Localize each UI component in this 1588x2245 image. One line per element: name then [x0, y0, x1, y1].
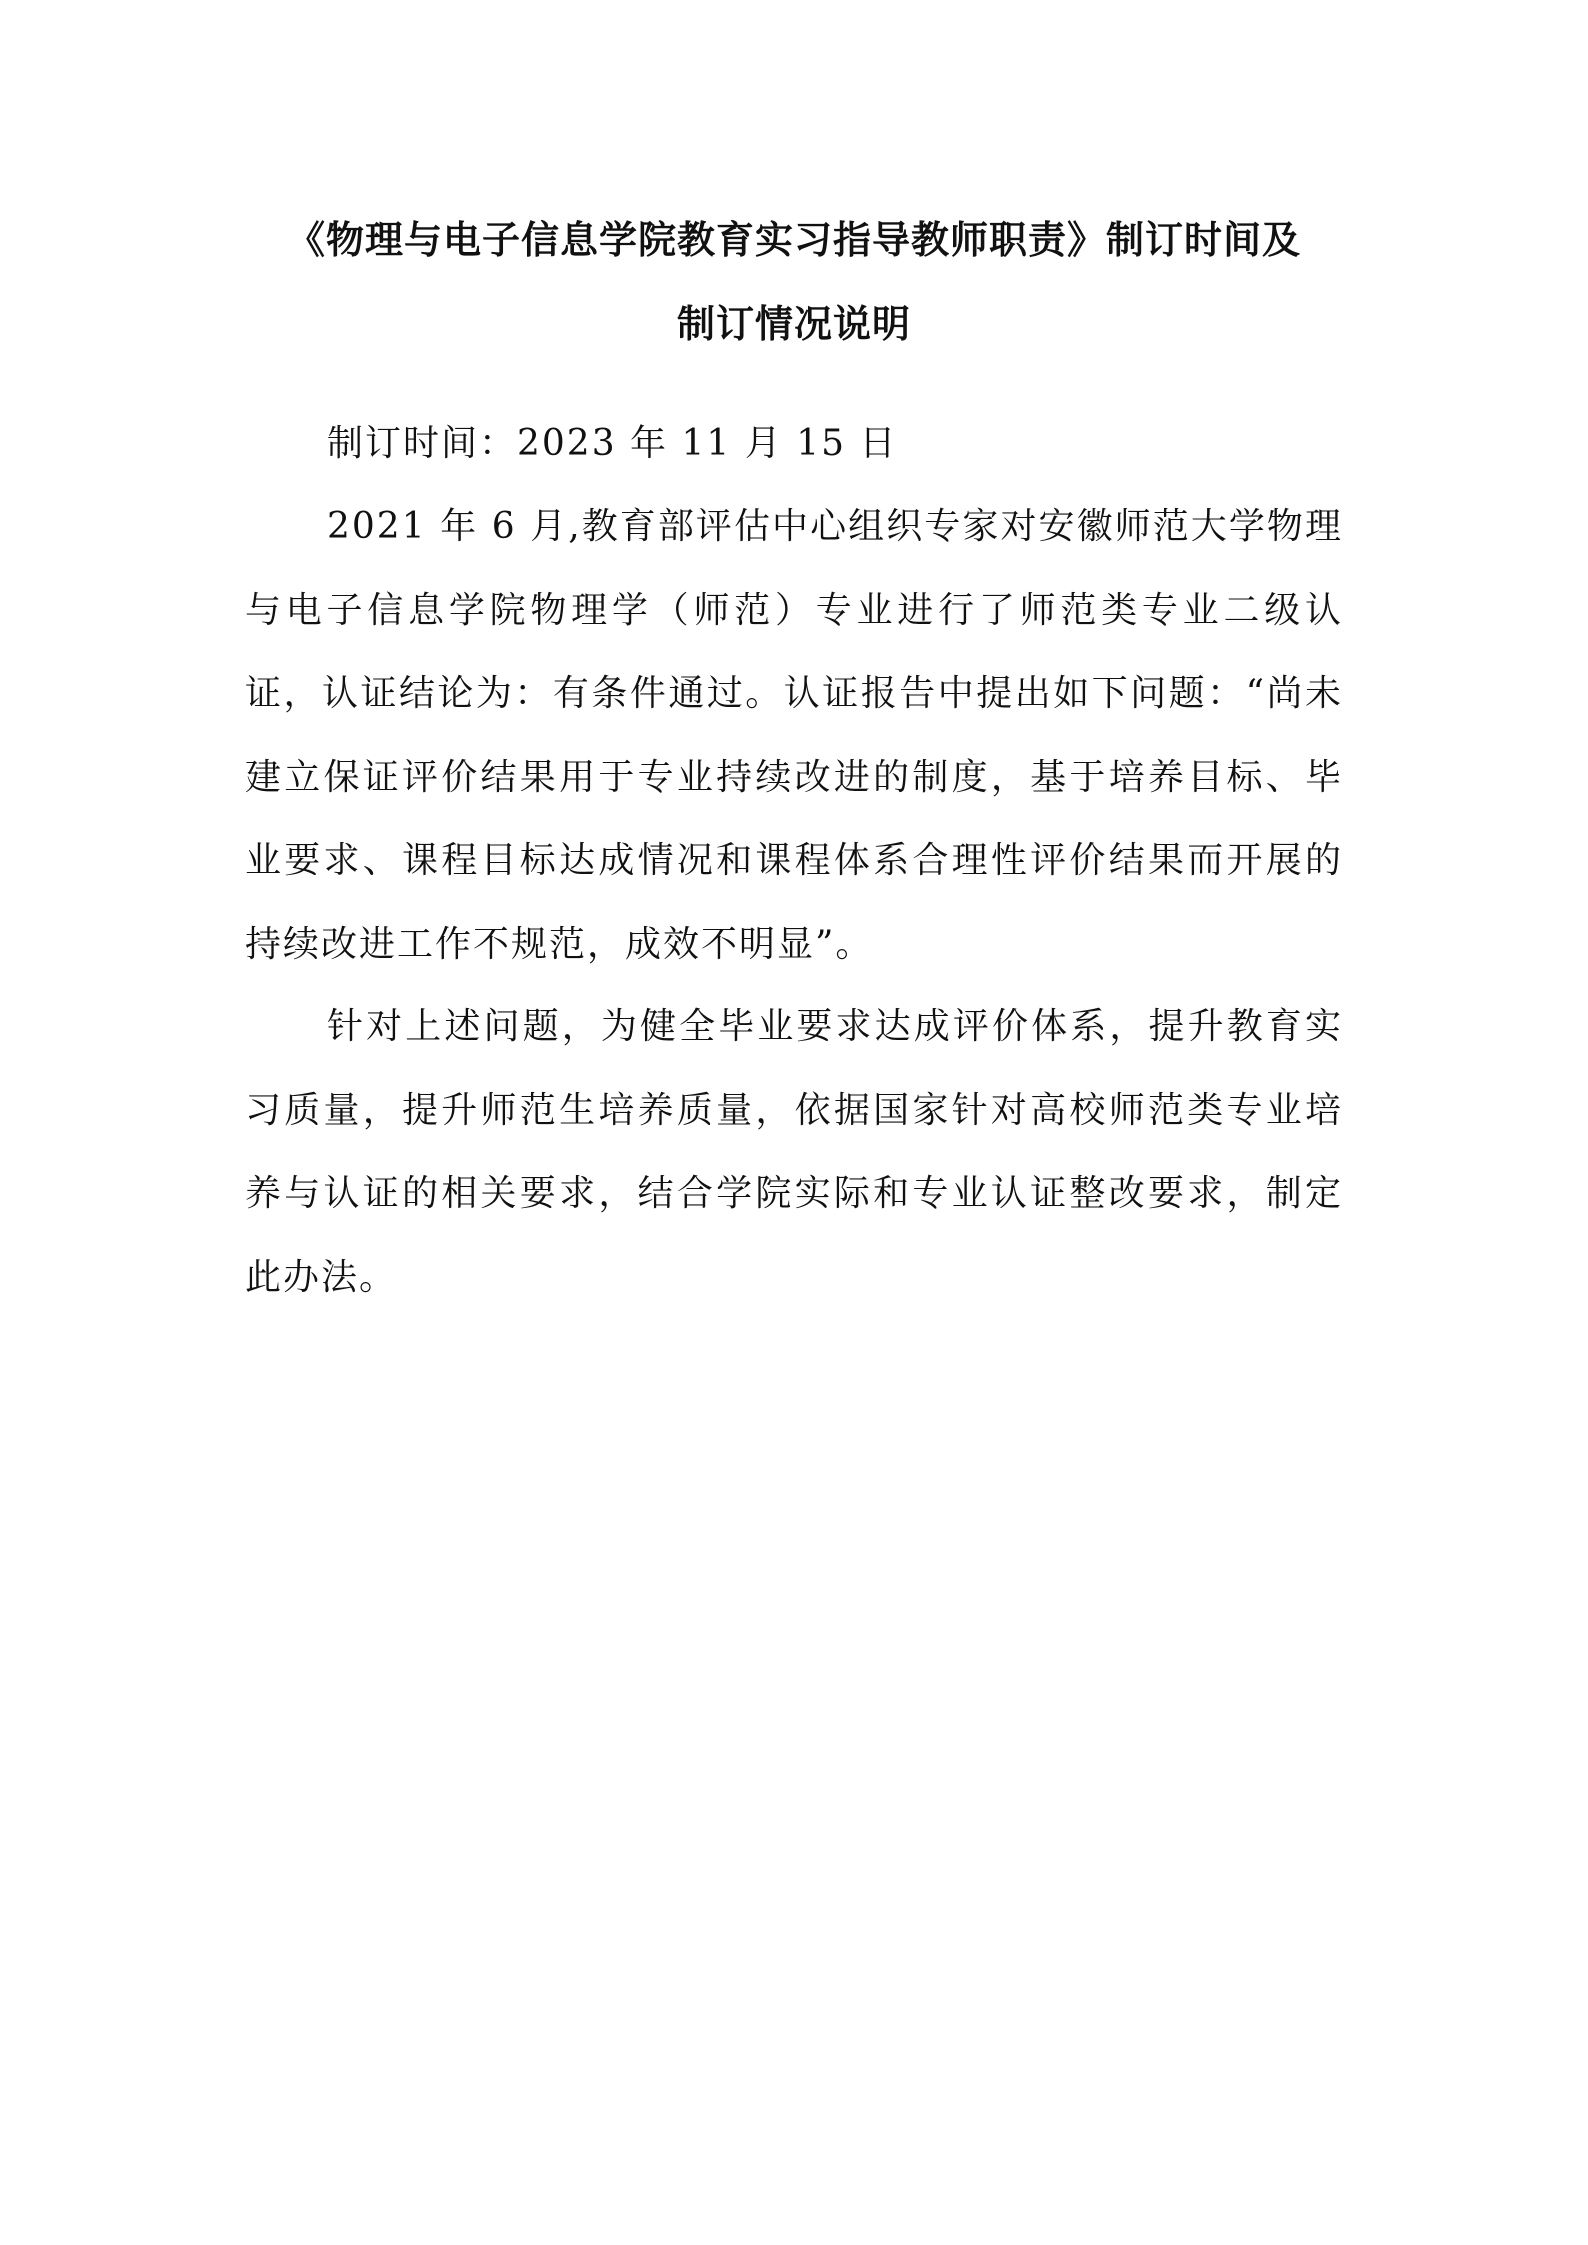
revision-date: 制订时间：2023 年 11 月 15 日 — [327, 423, 898, 464]
title-line-1: 《物理与电子信息学院教育实习指导教师职责》制订时间及 — [286, 218, 1301, 262]
paragraph-background: 2021 年 6 月,教育部评估中心组织专家对安徽师范大学物理与电子信息学院物理学（师范）专业进行了师范类专业二级认证，认证结论为：有条件通过。认证报告中提出如下问题：“尚未建立保证评价结果用于专业持续改进的制度，基于培养目标、毕业要求、课程目标达成情况和课程体系合理性评价结果而开展的持续改进工作不规范，成效不明显”。 — [245, 506, 1343, 965]
paragraph-purpose: 针对上述问题，为健全毕业要求达成评价体系，提升教育实习质量，提升师范生培养质量，依据国家针对高校师范类专业培养与认证的相关要求，结合学院实际和专业认证整改要求，制定此办法。 — [245, 1006, 1343, 1298]
title-line-2: 制订情况说明 — [676, 302, 911, 346]
document-title — [244, 198, 1344, 366]
